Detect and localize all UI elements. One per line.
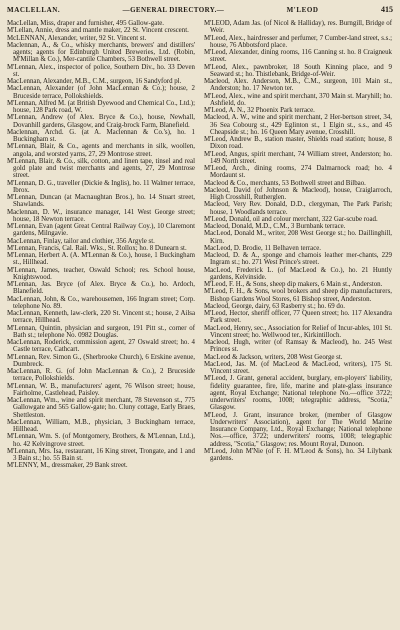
directory-entry: M'Lennan, Alfred M. (at British Dyewood and Chemical Co., Ltd.); house, 128 Park road, W. [7, 99, 195, 114]
directory-entry: M'Lennan, Rev. Simon G., (Sherbrooke Church), 6 Erskine avenue, Dumbreck. [7, 353, 195, 368]
directory-entry: M'Leod, J. Grant, insurance broker, (member of Glasgow Underwriters' Association), agent for The World Marine Insurance Company, Ltd., Royal Exchange; National telephone Nos.—office, 3722; underwriters' rooms, 1008; telegraphic address, "Scotia," Glasgow; res. Mount Royal, Dunoon. [204, 411, 392, 448]
right-column [204, 20, 392, 470]
directory-entry: M'Lellan, Annie, dress and mantle maker, 22 St. Vincent crescent. [7, 27, 189, 35]
directory-entry: MacLeod, D. Brodie, 11 Belhaven terrace. [204, 244, 322, 252]
directory-entry: M'Leod, Alexander, dining rooms, 116 Canning st. ho. 8 Craigneuk street. [204, 49, 392, 64]
directory-entry: M'Lennan, Jas. Bryce (of Alex. Bryce & Co.), ho. Ardoch, Blanefield. [7, 281, 195, 296]
directory-columns [7, 20, 393, 470]
page-header [7, 5, 393, 18]
directory-entry: M'LENNY, M., dressmaker, 29 Bank street. [7, 462, 128, 470]
directory-entry: M'Leod, Arch., dining rooms, 274 Dalmarnock road; ho. 4 Mordaunt st. [204, 165, 392, 180]
directory-entry: M'Leod, Alex., hairdresser and perfumer, 7 Cumber-land street, s.s.; house, 76 Abbotsford place. [204, 34, 392, 49]
directory-entry: Macleod, A. W., wine and spirit merchant, 2 Her-bertson street, 34, 36 Sea Cobourg st., 429 Eglinton st., 1 Elgin st., s.s., and 45 Cheapside st.; ho. 16 Queen Mary avenue, Crosshill. [204, 114, 392, 136]
directory-entry: MacLennan, Wm., wine and spirit merchant, 78 Stevenson st., 775 Gallowgate and 565 Gallow-gate; ho. Cluny cottage, Early Braes, Shettleston. [7, 397, 195, 419]
directory-entry: M'LEOD, Adam Jas. (of Nicol & Halliday), res. Burngill, Bridge of Weir. [204, 20, 392, 35]
directory-entry: M'Lennan, Blair, & Co., agents and merchants in silk, woollen, angola, and worsted yarns, 27, 29 Montrose street. [7, 143, 195, 158]
running-head-right: M'LEOD [286, 6, 319, 14]
directory-entry: M'Leod, A. N., 32 Phoenix Park terrace. [204, 107, 315, 114]
directory-entry: MacLennan, R. G. (of John MacLennan & Co.), 2 Bruceside terrace, Pollokshields. [7, 368, 195, 383]
directory-entry: Macleod, George, dairy, 63 Rasberry st.; ho. 69 do. [204, 302, 346, 310]
directory-entry: Macleod, Very Rev. Donald, D.D., clergyman, The Park Parish; house, 1 Woodlands terrace. [204, 201, 392, 216]
directory-entry: MacLennan, Alexander, M.B., C.M., surgeon, 16 Sandyford pl. [7, 78, 182, 85]
directory-entry: Macleod, David (of Johnson & Macleod), house, Craiglarroch, High Crosshill, Rutherglen. [204, 186, 392, 201]
directory-entry: M'Leod, J. Grant, general accident, burglary, em-ployers' liability, fidelity guarantee, fire, life, marine and plate-glass insurance agent, Royal Exchange; National telephone No.—office 3722; underwriters' rooms, 1008; telegraphic address, "Scotia," Glasgow. [204, 375, 392, 412]
running-head-middle: —GENERAL DIRECTORY.— [122, 6, 225, 14]
directory-entry: MacLennan, Roderick, commission agent, 27 Oswald street; ho. 4 Castle terrace, Cathcart. [7, 339, 195, 354]
directory-entry: McLENNAN, Alexander, writer, 92 St. Vincent st. [7, 34, 147, 42]
directory-entry: M'Lennan, Wm. S. (of Montgomery, Brothers, & M'Lennan, Ltd.), ho. 42 Kelvingrove street. [7, 433, 195, 448]
directory-entry: Macleod, Donald, M.D., C.M., 3 Burnbank terrace. [204, 223, 346, 230]
directory-entry: M'Leod, Andrew B., station master, Shields road station; house, 8 Dixon road. [204, 136, 392, 151]
directory-entry: M'Lennan, W. B., manufacturers' agent, 76 Wilson street; house, Fairholme, Castlehead, Paisley. [7, 382, 195, 397]
running-head-left: MACLELLAN. [7, 6, 61, 14]
directory-entry: Maclennan, D. W., insurance manager, 141 West George street; house, 18 Newton terrace. [7, 208, 195, 223]
directory-entry: MacLeod, Frederick L. (of MacLeod & Co.), ho. 21 Huntly gardens, Kelvinside. [204, 266, 392, 281]
directory-entry: Macleod & Co., merchants, 53 Bothwell street and Bilbao. [204, 179, 366, 187]
left-column [7, 20, 195, 470]
directory-entry: M'Leod, F. H., & Sons, wool brokers and sheep dip manufacturers, Bishop Gardens Wool Stores, 61 Bishop street, Anderston. [204, 288, 392, 303]
directory-entry: M'Lennan, Evan (agent Great Central Railway Coy.), 10 Claremont gardens, Milngavie. [7, 223, 195, 238]
directory-entry: M'Lennan, Alex., inspector of police, Southern Div., ho. 33 Deven st. [7, 63, 195, 78]
directory-entry: MacLennan, William, M.B., physician, 3 Buckingham terrace, Hillhead. [7, 418, 195, 433]
directory-entry: MacLennan, Kenneth, law-clerk, 220 St. Vincent st.; house, 2 Ailsa terrace, Hillhead. [7, 310, 195, 325]
directory-entry: M'Lennan, Andrew (of Alex. Bryce & Co.), house, Newhall, Dovanhill gardens, Glasgow, and Craig-brock Farm, Blanefield. [7, 114, 195, 129]
directory-entry: Maclennan, Archd. G. (at A. Maclennan & Co.'s), ho. 1 Buckingham st. [7, 128, 195, 143]
directory-entry: M'Lennan, Blair, & Co., silk, cotton, and linen tape, tinsel and real gold plate and twist merchants and agents, 27, 29 Montrose street. [7, 157, 195, 180]
page-number: 415 [380, 5, 393, 14]
directory-entry: M'Leod, Angus, spirit merchant, 74 William street, Anderston; ho. 149 North street. [204, 150, 392, 165]
directory-entry: MacLeod, Donald M., writer, 208 West George st.; ho. Daillinghill, Kirn. [204, 230, 392, 245]
directory-entry: MacLeod, Jas. M. (of MacLeod & MacLeod, writers), 175 St. Vincent street. [204, 360, 392, 375]
directory-entry: MacLennan, John, & Co., warehousemen, 166 Ingram street; Corp. telephone No. 89. [7, 295, 195, 310]
directory-entry: M'Lennan, D. G., traveller (Dickie & Inglis), ho. 11 Walmer terrace, Ibrox. [7, 179, 196, 194]
directory-entry: Maclennan, A., & Co., whisky merchants, brewers' and distillers' agents; agents for Edinburgh United Breweries, Ltd. (Robin, M'Millan & Co.), Mer-cantile Chambers, 53 Bothwell street. [7, 41, 195, 64]
directory-entry: M'Leod, Alex., wine and spirit merchant, 370 Main st. Maryhill; ho. Ashfield, do. [204, 92, 392, 107]
directory-entry: M'Leod, Hector, sheriff officer, 77 Queen street; ho. 117 Alexandra Park street. [204, 310, 392, 325]
directory-entry: M'Lennan, Duncan (at Macnaughtan Bros.), ho. 14 Stuart street, Shawlands. [7, 194, 195, 209]
directory-entry: MacLennan, Finlay, tailor and clothier, 356 Argyle st. [7, 237, 155, 245]
directory-entry: Macleod, Alex. Anderson, M.B., C.M., surgeon, 101 Main st., Anderston; ho. 17 Newton ter. [204, 78, 392, 93]
directory-entry: M'Lennan, Herbert A. (A. M'Lennan & Co.), house, 1 Buckingham st., Hillhead. [7, 252, 195, 267]
directory-entry: MacLeod, Henry, sec., Association for Relief of Incur-ables, 101 St. Vincent street; ho. Wellwood ter., Kirkintilloch. [204, 324, 392, 339]
directory-entry: MacLennan, Alexander (of John MacLennan & Co.); house, 2 Bruceside terrace, Pollokshields. [7, 85, 195, 100]
directory-entry: M'Leod, Alex., pawnbroker, 18 South Kinning place, and 9 Seaward st.; ho. Thistlebank, Bridge-of-Weir. [204, 63, 392, 78]
directory-entry: MacLellan, Miss, draper and furnisher, 495 Gallow-gate. [7, 20, 165, 27]
directory-entry: Macleod, Hugh, writer (of Ramsay & Macleod), ho. 245 West Princes st. [204, 339, 392, 354]
directory-entry: M'Lennan, James, teacher, Oswald School; res. School house, Knightswood. [7, 266, 195, 281]
directory-entry: Macleod, D. & A., sponge and chamois leather mer-chants, 229 Ingram st.; ho. 271 West Prince's street. [204, 252, 392, 267]
directory-entry: M'Lennan, Mrs. Isa, restaurant, 16 King street, Trongate, and 1 and 3 Bain st.; ho. 55 Bain st. [7, 447, 195, 462]
directory-entry: M'Leod, John M'Nie (of F. H. M'Leod & Sons), ho. 34 Lilybank gardens. [204, 447, 392, 462]
directory-entry: M'Lennan, Francis, Cal. Rail. Wks., St. Rollox; ho. 8 Dunearn st. [7, 244, 187, 252]
directory-entry: MacLeod & Jackson, writers, 208 West George st. [204, 353, 343, 361]
directory-entry: M'Lennan, Quintin, physician and surgeon, 191 Pitt st., corner of Bath st.; telephone No. 0982 Douglas. [7, 324, 195, 339]
directory-entry: M'Leod, Donald, oil and colour merchant, 322 Gar-scube road. [204, 215, 378, 223]
directory-entry: M'Leod, F. H., & Sons, sheep dip makers, 6 Main st., Anderston. [204, 281, 383, 288]
